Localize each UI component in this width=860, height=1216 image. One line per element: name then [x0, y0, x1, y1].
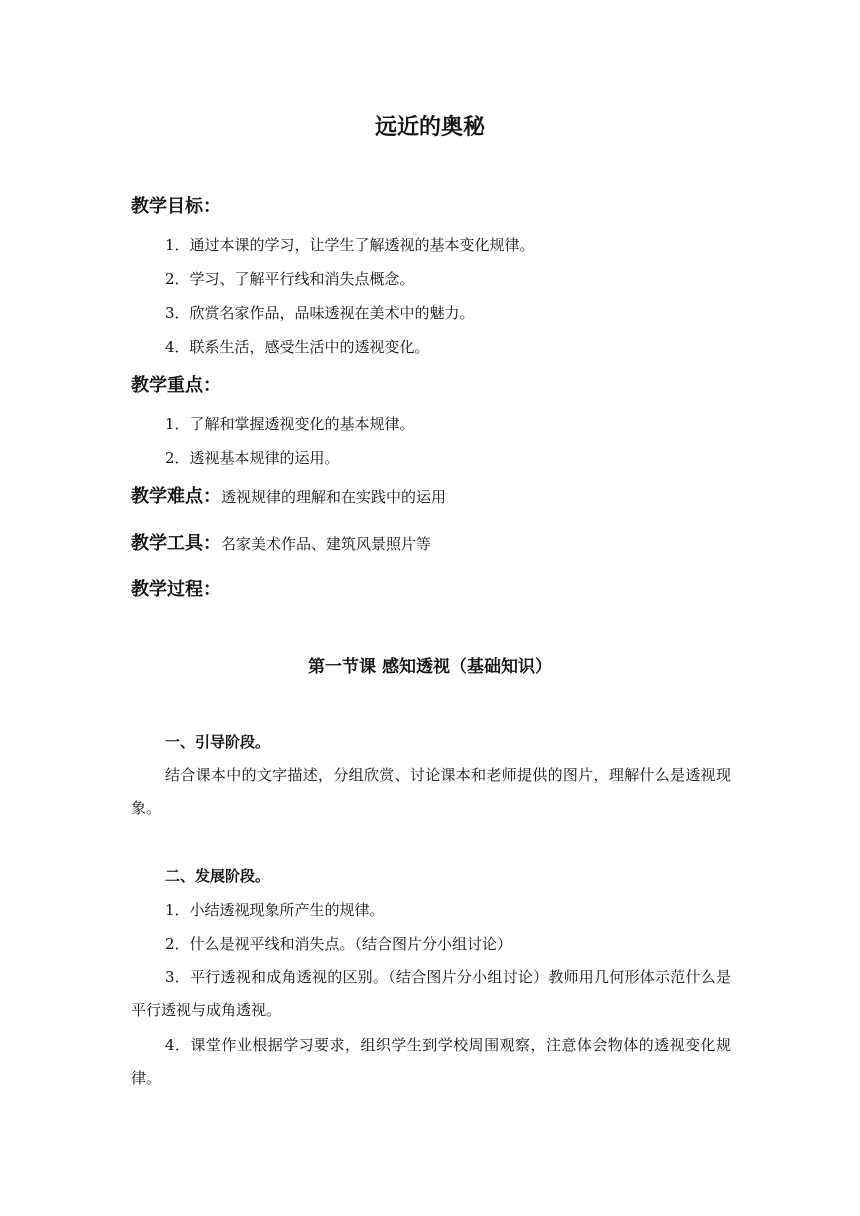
stage2-heading: 二、发展阶段。: [165, 867, 271, 885]
tools-text: 名家美术作品、建筑风景照片等: [221, 535, 432, 553]
stage2-item-4: 4．课堂作业根据学习要求，组织学生到学校周围观察，注意体会物体的透视变化规律。: [131, 1036, 731, 1087]
difficulties-text: 透视规律的理解和在实践中的运用: [221, 488, 447, 506]
key-point-item-1: 1．了解和掌握透视变化的基本规律。: [165, 415, 415, 433]
process-heading: 教学过程：: [131, 579, 221, 600]
difficulties-heading: 教学难点：: [131, 486, 221, 507]
stage2-item-2: 2．什么是视平线和消失点。（结合图片分小组讨论）: [165, 935, 513, 953]
stage2-item-3: 3．平行透视和成角透视的区别。（结合图片分小组讨论）教师用几何形体示范什么是平行透视与成角透视。: [131, 968, 731, 1019]
stage2-item-1: 1．小结透视现象所产生的规律。: [165, 901, 385, 919]
key-point-item-2: 2．透视基本规律的运用。: [165, 449, 340, 467]
objective-item-4: 4．联系生活，感受生活中的透视变化。: [165, 338, 430, 356]
objective-item-3: 3．欣赏名家作品，品味透视在美术中的魅力。: [165, 304, 475, 322]
tools-heading: 教学工具：: [131, 533, 221, 554]
tools-row: [131, 531, 431, 557]
stage1-paragraph: 结合课本中的文字描述，分组欣赏、讨论课本和老师提供的图片，理解什么是透视现象。: [131, 766, 731, 817]
lesson1-title: 第一节课 感知透视（基础知识）: [308, 657, 552, 677]
document-title: 远近的奥秘: [374, 115, 485, 140]
objective-item-1: 1．通过本课的学习，让学生了解透视的基本变化规律。: [165, 236, 535, 254]
objectives-heading: 教学目标：: [131, 196, 221, 217]
objective-item-2: 2．学习、了解平行线和消失点概念。: [165, 270, 415, 288]
key-points-heading: 教学重点：: [131, 375, 221, 396]
difficulties-row: [131, 484, 446, 510]
stage1-heading: 一、引导阶段。: [165, 733, 271, 751]
